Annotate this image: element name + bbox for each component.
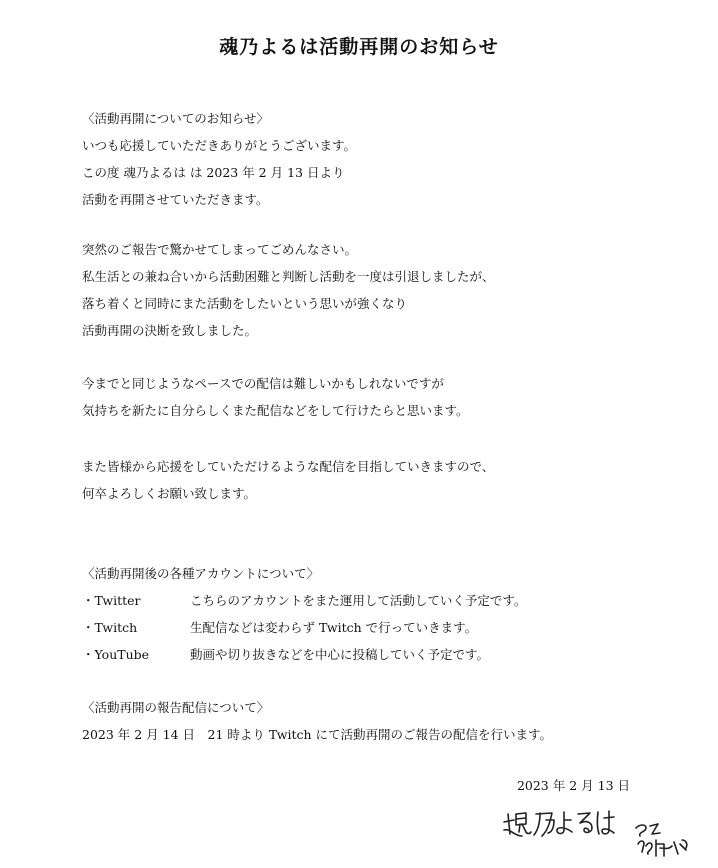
closing-paragraph (82, 453, 494, 507)
body-line: 気持ちを新たに自分らしくまた配信などをして行けたらと思います。 (82, 403, 469, 418)
document-date: 2023 年 2 月 13 日 (516, 778, 630, 793)
account-name: ・Twitter (82, 593, 141, 608)
accounts-section (82, 560, 526, 668)
account-row (82, 614, 526, 641)
body-line: 私生活との兼ね合いから活動困難と判断し活動を一度は引退しましたが、 (82, 269, 495, 284)
document-title: 魂乃よるは活動再開のお知らせ (219, 36, 499, 58)
body-line: 突然のご報告で驚かせてしまってごめんなさい。 (82, 242, 358, 257)
report-text: 2023 年 2 月 14 日 21 時より Twitch にて活動再開のご報告の配信を行います。 (82, 727, 553, 742)
accounts-heading: 〈活動再開後の各種アカウントについて〉 (82, 566, 320, 581)
account-row (82, 587, 526, 614)
body-line: 活動を再開させていただきます。 (82, 192, 269, 207)
account-name: ・Twitch (82, 620, 138, 635)
account-description: 生配信などは変わらず Twitch で行っていきます。 (190, 620, 478, 635)
account-description: こちらのアカウントをまた運用して活動していく予定です。 (190, 593, 527, 608)
notice-heading: 〈活動再開についてのお知らせ〉 (82, 111, 269, 126)
body-line: 今までと同じようなペースでの配信は難しいかもしれないですが (82, 376, 444, 391)
body-line: また皆様から応援をしていただけるような配信を目指していきますので、 (82, 459, 495, 474)
notice-section (82, 105, 356, 213)
report-heading: 〈活動再開の報告配信について〉 (82, 700, 270, 715)
report-section (82, 694, 552, 748)
account-row (82, 641, 526, 668)
plans-paragraph (82, 370, 469, 424)
body-line: いつも応援していただきありがとうございます。 (82, 138, 357, 153)
body-line: 活動再開の決断を致しました。 (82, 323, 258, 338)
account-name: ・YouTube (82, 647, 150, 662)
body-line: 落ち着くと同時にまた活動をしたいという思いが強くなり (82, 296, 408, 311)
apology-paragraph (82, 236, 495, 344)
body-line: 何卒よろしくお願い致します。 (82, 486, 257, 501)
account-description: 動画や切り抜きなどを中心に投稿していく予定です。 (190, 647, 490, 662)
handwritten-signature (500, 800, 710, 862)
body-line: この度 魂乃よるは は 2023 年 2 月 13 日より (82, 165, 345, 180)
